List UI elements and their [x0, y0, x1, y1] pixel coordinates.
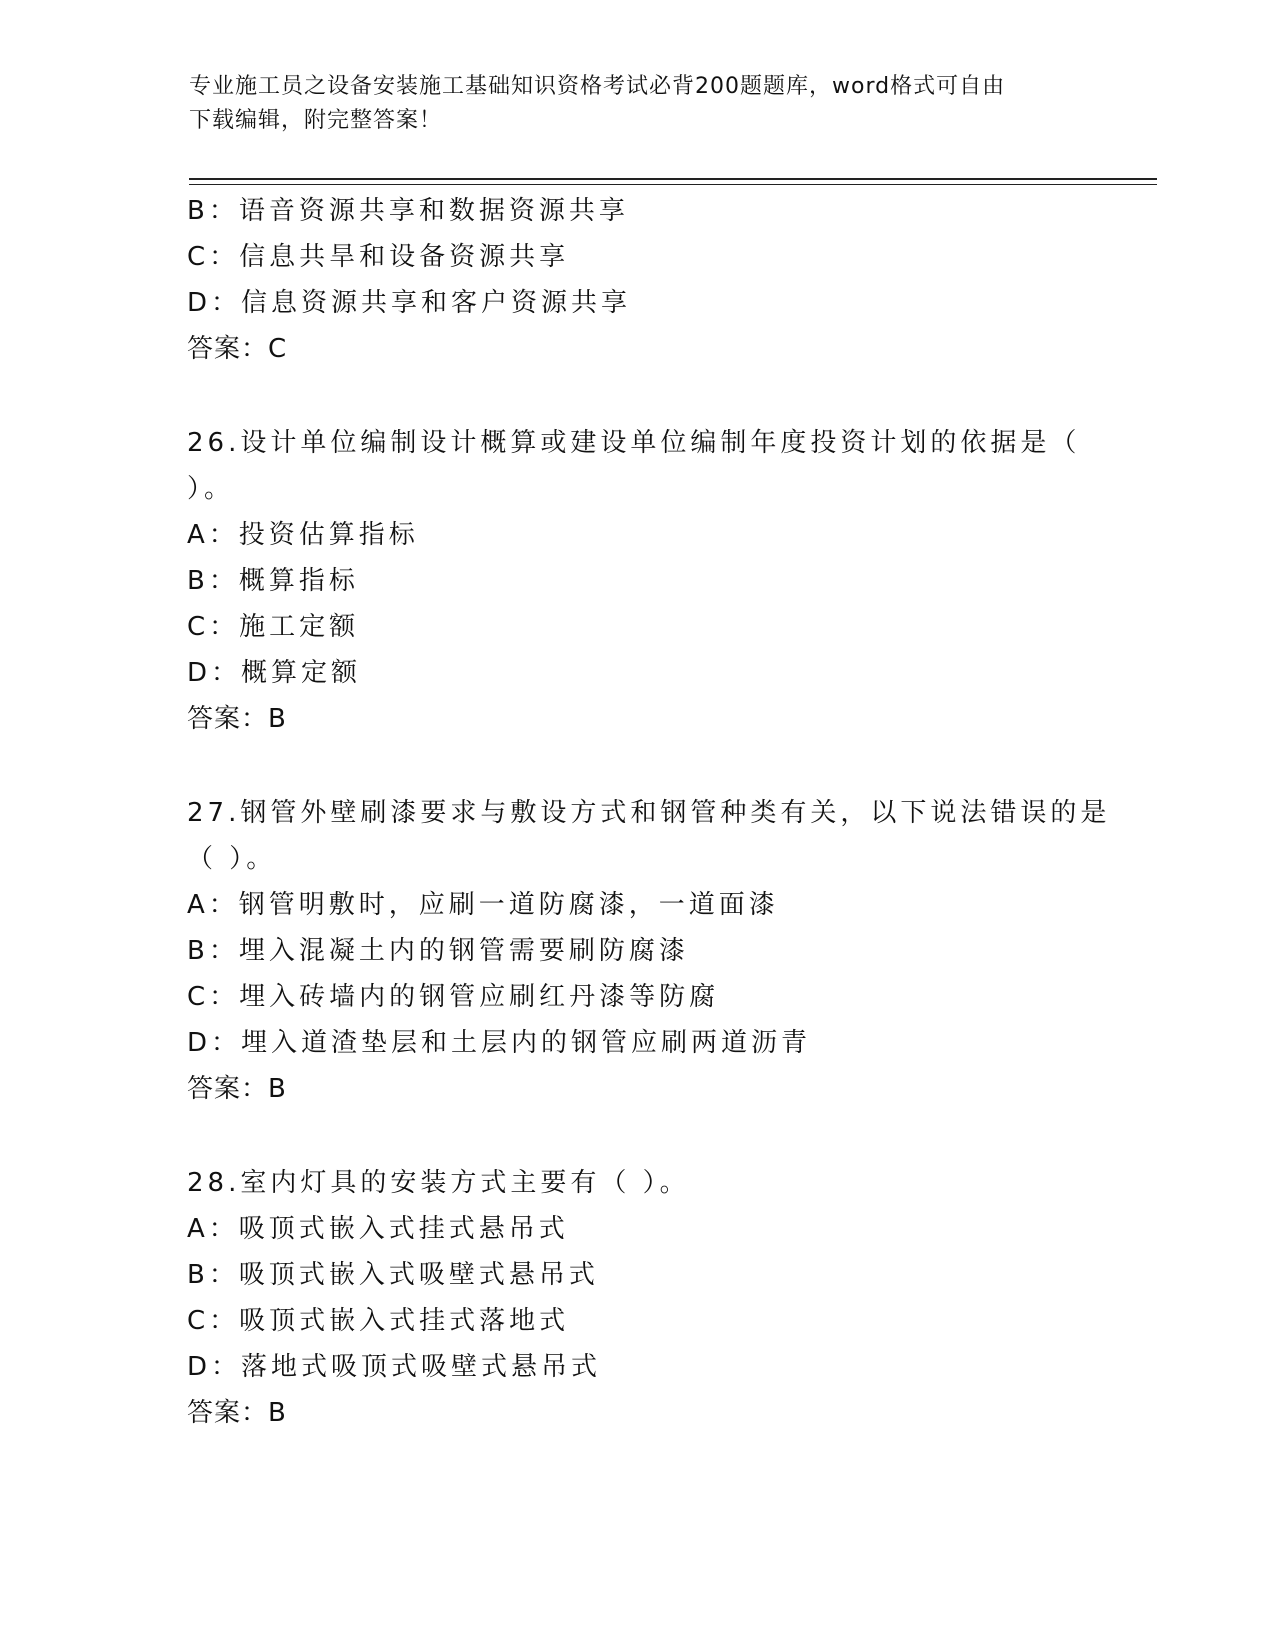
question-27 [187, 790, 1111, 1112]
spacer [187, 372, 1087, 420]
q25-answer: 答案：C [187, 334, 288, 364]
q26-option-a: A：投资估算指标 [187, 520, 419, 550]
q27-option-d: D：埋入道渣垫层和土层内的钢管应刷两道沥青 [187, 1028, 812, 1058]
q28-option-a: A：吸顶式嵌入式挂式悬吊式 [187, 1214, 569, 1244]
question-list [187, 188, 1111, 1436]
q28-option-b: B：吸顶式嵌入式吸壁式悬吊式 [187, 1260, 599, 1290]
q27-option-b: B：埋入混凝土内的钢管需要刷防腐漆 [187, 936, 689, 966]
q27-option-a: A：钢管明敷时，应刷一道防腐漆，一道面漆 [187, 890, 779, 920]
q26-stem-line-1: 26.设计单位编制设计概算或建设单位编制年度投资计划的依据是（ [187, 428, 1081, 458]
q25-option-d: D：信息资源共享和客户资源共享 [187, 288, 632, 318]
question-26 [187, 420, 1087, 742]
document-header [189, 70, 1089, 138]
q27-stem-line-2: （ ）。 [187, 844, 277, 874]
q28-stem-line-1: 28.室内灯具的安装方式主要有（ ）。 [187, 1168, 690, 1198]
question-28 [187, 1160, 1087, 1436]
header-title-line-2: 下载编辑，附完整答案！ [189, 108, 443, 133]
q27-answer: 答案：B [187, 1074, 287, 1104]
q27-stem-line-1: 27.钢管外壁刷漆要求与敷设方式和钢管种类有关，以下说法错误的是 [187, 798, 1111, 828]
question-25-continued [187, 188, 1087, 372]
q28-option-c: C：吸顶式嵌入式挂式落地式 [187, 1306, 570, 1336]
header-divider-thick [189, 178, 1157, 180]
spacer [187, 742, 1087, 790]
q25-option-c: C：信息共旱和设备资源共享 [187, 242, 570, 272]
q26-option-c: C：施工定额 [187, 612, 360, 642]
header-title-line-1: 专业施工员之设备安装施工基础知识资格考试必背200题题库，word格式可自由 [189, 74, 1006, 99]
q28-option-d: D：落地式吸顶式吸壁式悬吊式 [187, 1352, 602, 1382]
q26-answer: 答案：B [187, 704, 287, 734]
q28-answer: 答案：B [187, 1398, 287, 1428]
q26-stem-line-2: ）。 [187, 474, 235, 504]
q26-option-b: B：概算指标 [187, 566, 359, 596]
q25-option-b: B：语音资源共享和数据资源共享 [187, 196, 629, 226]
q26-option-d: D：概算定额 [187, 658, 362, 688]
q27-option-c: C：埋入砖墙内的钢管应刷红丹漆等防腐 [187, 982, 720, 1012]
spacer [187, 1112, 1087, 1160]
header-divider-thin [189, 184, 1157, 185]
